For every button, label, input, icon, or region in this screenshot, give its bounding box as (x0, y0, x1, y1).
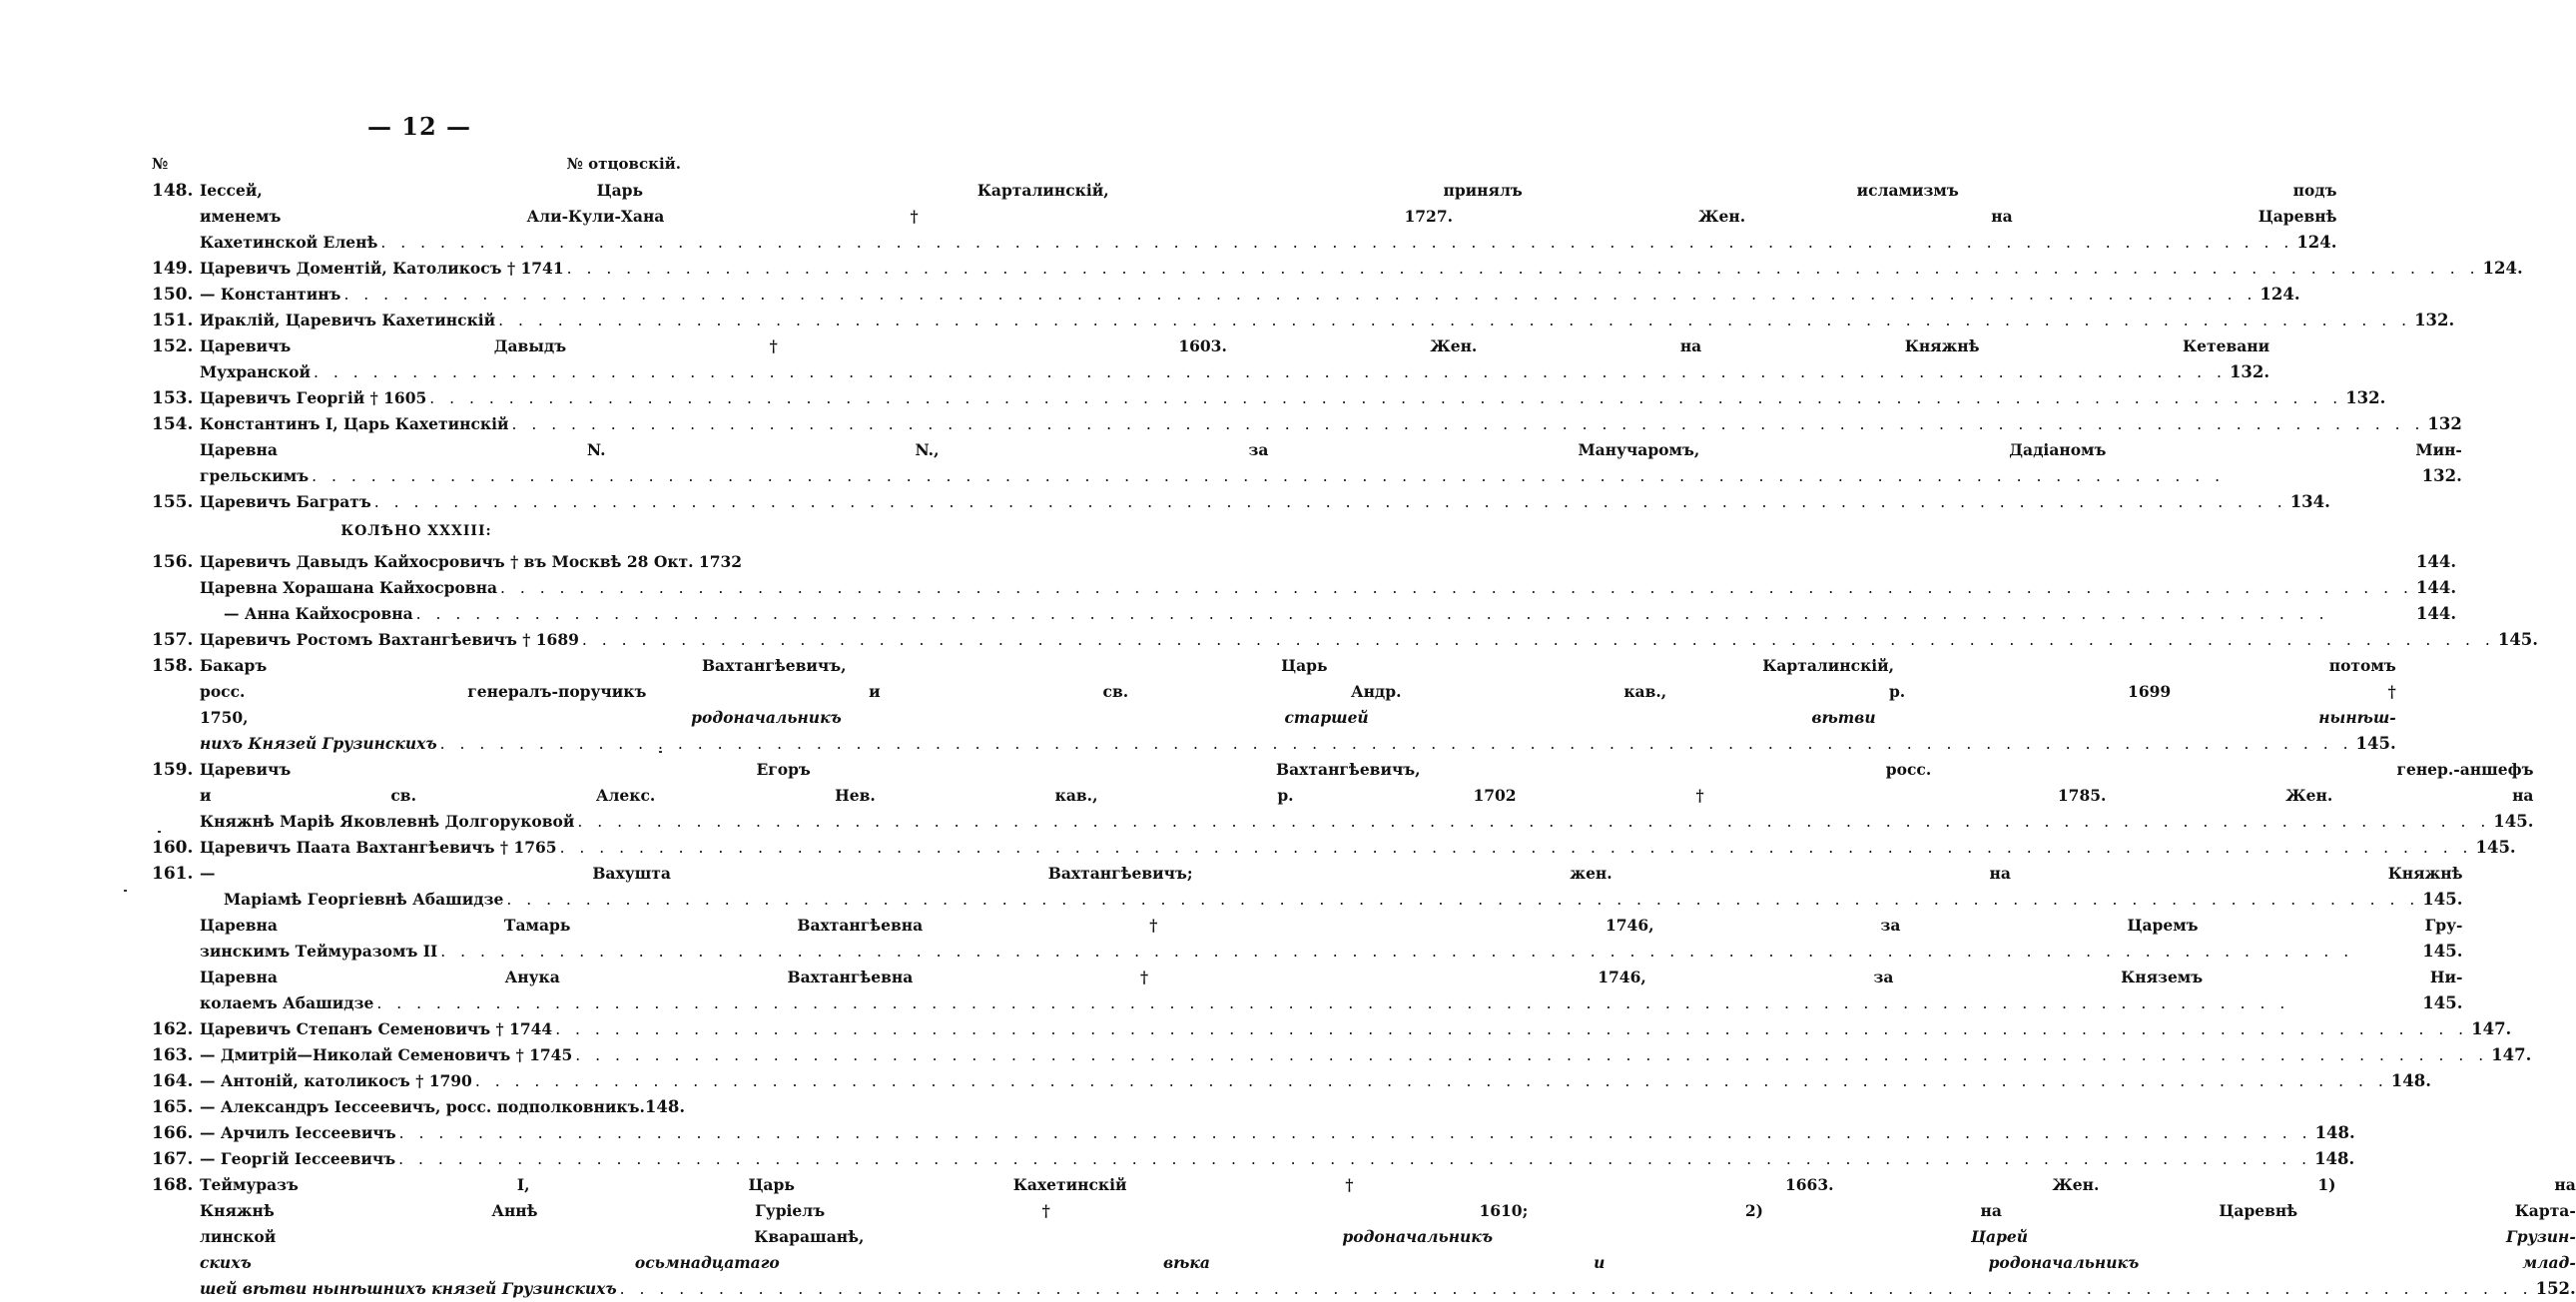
column-header-left: № (152, 155, 169, 173)
entry-lines (200, 178, 2337, 256)
entry-list-2 (152, 549, 2576, 1302)
entry-line (200, 256, 2523, 282)
list-item (152, 489, 2330, 515)
entry-line (200, 913, 2462, 939)
parent-number: 144. (2415, 578, 2457, 597)
list-item (152, 1042, 2532, 1068)
entry-line (200, 783, 2533, 809)
parent-number: 147. (2491, 1045, 2532, 1064)
entry-number: 153. (152, 388, 194, 408)
leader-dots (416, 601, 2413, 627)
entry-number: 152. (152, 336, 194, 356)
parent-number: 145. (2475, 838, 2516, 857)
entry-number: 154. (152, 414, 194, 434)
entry-lines (200, 308, 2454, 333)
entry-text: именемъ Али-Кули-Хана † 1727. Жен. на Царевнѣ (200, 207, 2337, 226)
entry-number: 161. (152, 864, 194, 884)
list-item (152, 1016, 2512, 1042)
parent-number: 148. (2314, 1149, 2355, 1168)
entry-text: Царевичъ Степанъ Семеновичъ † 1744 (200, 1019, 553, 1038)
parent-number: 152. (2535, 1279, 2576, 1298)
entry-line (200, 679, 2396, 705)
entry-number: 159. (152, 760, 194, 780)
entry-line (200, 549, 2456, 575)
parent-number: 148. (2314, 1123, 2355, 1142)
leader-dots (575, 1042, 2488, 1068)
entry-text: Маріамѣ Георгіевнѣ Абашидзе (224, 890, 504, 909)
genealogy-text (152, 150, 2576, 1302)
entry-text: 1750, родоначальникъ старшей вѣтви нынѣш- (200, 708, 2396, 727)
entry-text: — Александръ Іессеевичъ, росс. подполковникъ. (200, 1097, 645, 1116)
leader-dots (582, 627, 2495, 653)
entry-text: Константинъ I, Царь Кахетинскій (200, 414, 509, 433)
entry-line (200, 1146, 2354, 1172)
entry-text: Царевичъ Георгій † 1605 (200, 388, 427, 407)
parent-number: 145. (2493, 812, 2534, 831)
entry-line (200, 965, 2462, 990)
entry-text: Царевичъ Доментій, Католикосъ † 1741 (200, 259, 564, 278)
entry-number: 168. (152, 1175, 194, 1195)
italic-text: родоначальникъ старшей вѣтви нынѣш- (691, 708, 2396, 727)
parent-number: 134. (2289, 492, 2330, 511)
entry-text: росс. генералъ-поручикъ и св. Андр. кав., р. 1699† (200, 682, 2396, 701)
entry-lines (200, 1120, 2355, 1146)
entry-text: линской Кварашанѣ, родоначальникъ Царей Грузин- (200, 1227, 2576, 1246)
entry-lines (200, 1016, 2511, 1042)
entry-text: Ираклій, Царевичъ Кахетинскій (200, 311, 496, 329)
entry-text: Царевичъ Егоръ Вахтангѣевичъ, росс. генер.-аншефъ (200, 760, 2534, 779)
entry-lines (200, 333, 2269, 385)
entry-text: и св. Алекс. Нев. кав., р. 1702 † 1785. Жен. на (200, 786, 2534, 805)
leader-dots (343, 282, 2256, 308)
leader-dots (511, 411, 2424, 437)
entry-line (200, 627, 2538, 653)
leader-dots (440, 939, 2419, 965)
parent-number: 124. (2259, 285, 2300, 304)
entry-text: колаемъ Абашидзе (200, 993, 374, 1012)
list-item (152, 1094, 686, 1120)
leader-dots (312, 463, 2419, 489)
entry-line (200, 1120, 2355, 1146)
parent-number: 132. (2345, 388, 2386, 407)
entry-line (200, 1224, 2576, 1250)
leader-dots (567, 256, 2480, 282)
entry-line (200, 731, 2396, 757)
list-item (152, 411, 2462, 489)
entry-text: зинскимъ Теймуразомъ II (200, 942, 438, 961)
entry-text: — Арчилъ Іессеевичъ (200, 1123, 396, 1142)
entry-text: Царевичъ Давыдъ † 1603. Жен. на Княжнѣ Кетевани (200, 336, 2270, 355)
list-item (152, 333, 2270, 385)
leader-dots (475, 1068, 2388, 1094)
leader-dots (440, 731, 2353, 757)
entry-line (200, 463, 2462, 489)
entry-text: Бакаръ Вахтангѣевичъ, Царь Карталинскій, потомъ (200, 656, 2396, 675)
entry-line (200, 601, 2456, 627)
parent-number: 145. (2355, 734, 2396, 753)
parent-number: 132. (2414, 311, 2455, 329)
entry-number: 150. (152, 285, 194, 305)
entry-number: 165. (152, 1097, 194, 1117)
entry-lines (200, 385, 2385, 411)
leader-dots (560, 835, 2473, 861)
entry-line (200, 178, 2337, 204)
entry-text: Теймуразъ I, Царь Кахетинскій † 1663. Жен. 1) на (200, 1175, 2576, 1194)
entry-line (200, 1042, 2531, 1068)
entry-lines (200, 627, 2538, 653)
column-header-right: № отцовскій. (566, 155, 681, 173)
entry-line (200, 1016, 2511, 1042)
entry-line (200, 204, 2337, 230)
entry-text: Царевичъ Давыдъ Кайхосровичъ † въ Москвѣ 28 Окт. 1732 (200, 552, 743, 571)
column-header (152, 150, 681, 178)
entry-line (200, 861, 2462, 887)
section-heading: КОЛѢНО XXXIII: (340, 523, 492, 539)
leader-dots (620, 1276, 2533, 1302)
list-item (152, 757, 2534, 835)
entry-lines (200, 861, 2462, 1016)
entry-lines (200, 411, 2462, 489)
entry-line (200, 282, 2300, 308)
list-item (152, 385, 2386, 411)
entry-lines (200, 835, 2516, 861)
entry-line (200, 1198, 2576, 1224)
entry-number: 148. (152, 181, 194, 201)
leader-dots (398, 1146, 2311, 1172)
entry-text: Мухранской (200, 362, 312, 381)
leader-dots (380, 230, 2293, 256)
parent-number: 147. (2471, 1019, 2512, 1038)
entry-text: Царевичъ Ростомъ Вахтангѣевичъ † 1689 (200, 630, 579, 649)
parent-number: 144. (2415, 604, 2457, 623)
entry-line (200, 1068, 2431, 1094)
parent-number: 145. (2422, 942, 2463, 961)
italic-text: родоначальникъ Царей Грузин- (1342, 1227, 2576, 1246)
leader-dots (374, 489, 2287, 515)
entry-number: 164. (152, 1071, 194, 1091)
leader-dots (577, 809, 2490, 835)
entry-line (200, 1250, 2576, 1276)
parent-number: 145. (2422, 993, 2463, 1012)
leader-dots (555, 1016, 2468, 1042)
entry-text: Царевна Хорашана Кайхосровна (200, 578, 497, 597)
entry-text: — Антоній, католикосъ † 1790 (200, 1071, 472, 1090)
parent-number: 124. (2482, 259, 2523, 278)
entry-lines (200, 653, 2396, 757)
parent-number: 148. (2390, 1071, 2431, 1090)
leader-dots (314, 359, 2227, 385)
entry-text: Княжнѣ Аннѣ Гуріелъ † 1610; 2) на Царевнѣ Карта- (200, 1201, 2576, 1220)
entry-line (200, 437, 2462, 463)
entry-line (200, 990, 2462, 1016)
list-item (152, 1068, 2431, 1094)
entry-text: Царевна Тамарь Вахтангѣевна † 1746, за Царемъ Гру- (200, 916, 2463, 935)
list-item (152, 178, 2337, 256)
entry-line (200, 359, 2269, 385)
print-speck (659, 751, 662, 753)
entry-text: шей вѣтви нынѣшнихъ князей Грузинскихъ (200, 1279, 617, 1298)
entry-text: Кахетинской Еленѣ (200, 233, 378, 252)
leader-dots (498, 308, 2411, 333)
entry-text: Царевичъ Багратъ (200, 492, 371, 511)
entry-number: 157. (152, 630, 194, 650)
entry-number: 160. (152, 838, 194, 858)
list-item (152, 653, 2396, 757)
print-speck (158, 831, 161, 833)
entry-line (200, 230, 2337, 256)
entry-number: 158. (152, 656, 194, 676)
parent-number: 144. (2415, 552, 2457, 571)
entry-number: 149. (152, 259, 194, 279)
entry-line (200, 385, 2385, 411)
entry-text: — Дмитрій—Николай Семеновичъ † 1745 (200, 1045, 573, 1064)
parent-number: 148. (644, 1097, 686, 1116)
entry-text: — Константинъ (200, 285, 341, 304)
leader-dots (500, 575, 2413, 601)
entry-line (200, 705, 2396, 731)
entry-number: 162. (152, 1019, 194, 1039)
list-item (152, 282, 2300, 308)
entry-lines (200, 282, 2300, 308)
page-number: — 12 — (366, 112, 472, 141)
print-speck (124, 890, 127, 892)
entry-line (200, 653, 2396, 679)
entry-line (200, 411, 2462, 437)
entry-number: 166. (152, 1123, 194, 1143)
list-item (152, 1146, 2355, 1172)
entry-number: 167. (152, 1149, 194, 1169)
entry-lines (200, 549, 2456, 627)
entry-number: 163. (152, 1045, 194, 1065)
parent-number: 132 (2427, 414, 2462, 433)
list-item (152, 835, 2516, 861)
entry-line (200, 835, 2516, 861)
entry-line (200, 489, 2330, 515)
entry-text: Царевна Анука Вахтангѣевна † 1746, за Княземъ Ни- (200, 968, 2463, 986)
leader-dots (399, 1120, 2312, 1146)
entry-text: скихъ осьмнадцатаго вѣка и родоначальникъ млад- (200, 1253, 2576, 1272)
parent-number: 132. (2229, 362, 2270, 381)
entry-number: 155. (152, 492, 194, 512)
leader-dots (429, 385, 2342, 411)
list-item (152, 627, 2539, 653)
entry-lines (200, 1172, 2576, 1302)
parent-number: 124. (2296, 233, 2337, 252)
list-item (152, 256, 2523, 282)
entry-text: Княжнѣ Маріѣ Яковлевнѣ Долгоруковой (200, 812, 575, 831)
entry-lines (200, 1068, 2431, 1094)
leader-dots (506, 887, 2419, 913)
entry-text: — Вахушта Вахтангѣевичъ; жен. на Княжнѣ (200, 864, 2463, 883)
entry-number: 151. (152, 311, 194, 330)
entry-text: грельскимъ (200, 466, 310, 485)
parent-number: 145. (2422, 890, 2463, 909)
entry-text: — Георгій Іессеевичъ (200, 1149, 396, 1168)
leader-dots (376, 990, 2419, 1016)
parent-number: 145. (2497, 630, 2539, 649)
entry-number: 156. (152, 552, 194, 572)
entry-text: нихъ Князей Грузинскихъ (200, 734, 437, 753)
entry-line (200, 757, 2533, 783)
entry-lines (200, 1146, 2354, 1172)
entry-text: Царевна N. N., за Манучаромъ, Дадіаномъ Мин- (200, 440, 2462, 459)
entry-lines (200, 489, 2330, 515)
entry-line (200, 939, 2462, 965)
entry-lines (200, 1042, 2531, 1068)
entry-line (200, 887, 2462, 913)
list-item (152, 308, 2455, 333)
entry-line (200, 1172, 2576, 1198)
entry-line (200, 308, 2454, 333)
entry-lines (200, 757, 2533, 835)
list-item (152, 861, 2463, 1016)
list-item (152, 1120, 2355, 1146)
entry-line (200, 1094, 685, 1120)
entry-line (200, 333, 2269, 359)
entry-text: Царевичъ Паата Вахтангѣевичъ † 1765 (200, 838, 557, 857)
entry-lines (200, 256, 2523, 282)
parent-number: 132. (2421, 466, 2462, 485)
entry-text: Іессей, Царь Карталинскій, принялъ исламизмъ подъ (200, 181, 2337, 200)
entry-text: — Анна Кайхосровна (224, 604, 413, 623)
entry-line (200, 809, 2533, 835)
entry-line (200, 575, 2456, 601)
entry-lines (200, 1094, 685, 1120)
list-item (152, 549, 2457, 627)
entry-line (200, 1276, 2576, 1302)
list-item (152, 1172, 2576, 1302)
entry-list-1 (152, 178, 2523, 515)
